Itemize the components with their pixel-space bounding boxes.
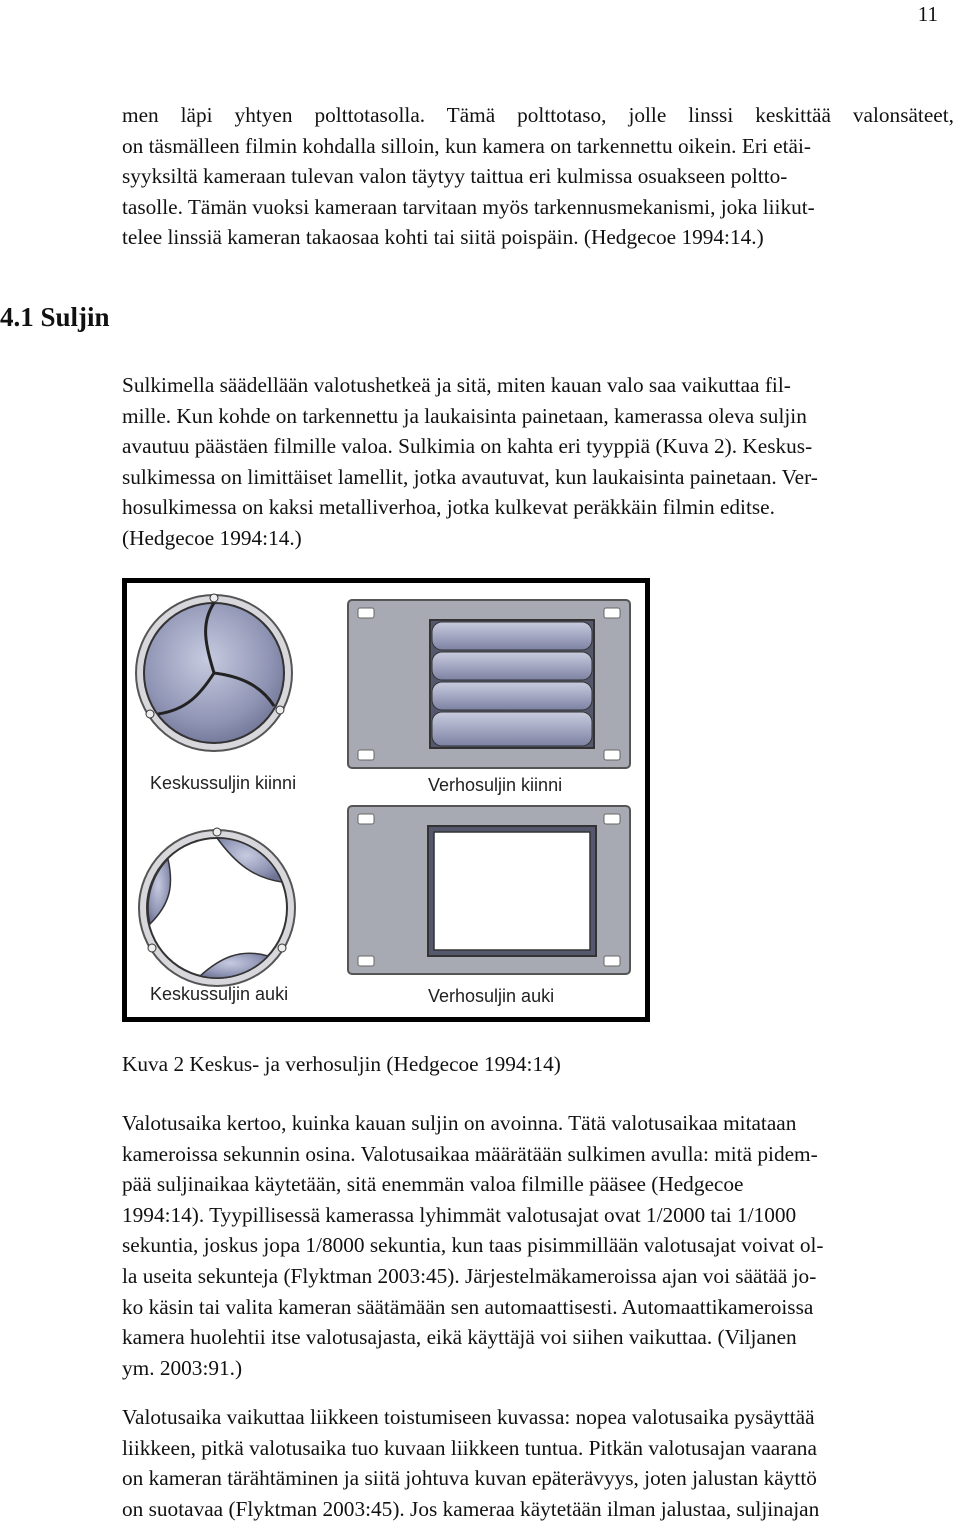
text-line: hosulkimessa on kaksi metalliverhoa, jotka kulkevat peräkkäin filmin editse.: [122, 495, 775, 520]
motion-paragraph: [122, 1402, 954, 1524]
text-line: (Hedgecoe 1994:14.): [122, 525, 302, 550]
text-line: on suotavaa (Flyktman 2003:45). Jos kameraa käytetään ilman jalustaa, suljinajan: [122, 1496, 820, 1521]
text-line: la useita sekunteja (Flyktman 2003:45). Järjestelmäkameroissa ajan voi säätää jo-: [122, 1263, 817, 1288]
exposure-paragraph: [122, 1108, 954, 1383]
text-line: syyksiltä kameraan tulevan valon täytyy taittua eri kulmissa osuakseen poltto-: [122, 164, 788, 189]
curtain-shutter-open-icon: [348, 806, 630, 974]
text-line: mille. Kun kohde on tarkennettu ja laukaisinta painetaan, kamerassa oleva suljin: [122, 403, 807, 428]
label-leaf-open: Keskussuljin auki: [150, 984, 289, 1004]
text-line: Valotusaika vaikuttaa liikkeen toistumiseen kuvassa: nopea valotusaika pysäyttää: [122, 1405, 815, 1429]
text-line: 1994:14). Tyypillisessä kamerassa lyhimmät valotusajat ovat 1/2000 tai 1/1000: [122, 1202, 797, 1227]
shutter-figure: [122, 578, 650, 1022]
text-line: Sulkimella säädellään valotushetkeä ja sitä, miten kauan valo saa vaikuttaa fil-: [122, 373, 791, 397]
text-line: kameroissa sekunnin osina. Valotusaikaa määrätään sulkimen avulla: mitä pidem-: [122, 1141, 818, 1166]
text-line: ym. 2003:91.): [122, 1355, 243, 1380]
curtain-shutter-closed-icon: [348, 600, 630, 768]
shutter-paragraph: [122, 370, 954, 554]
leaf-shutter-open-icon: [139, 828, 295, 986]
text-line: on kameran tärähtäminen ja siitä johtuva kuvan epäterävyys, joten jalustan käyttö: [122, 1466, 817, 1491]
text-line: kamera huolehtii itse valotusajasta, eikä käyttäjä voi siihen vaikuttaa. (Viljanen: [122, 1325, 797, 1350]
text-line: liikkeen, pitkä valotusaika tuo kuvaan liikkeen tuntua. Pitkän valotusajan vaarana: [122, 1435, 817, 1460]
leaf-shutter-closed-icon: [136, 594, 292, 751]
label-curtain-open: Verhosuljin auki: [428, 986, 555, 1006]
page-number: 11: [917, 2, 938, 26]
text-line: men läpi yhtyen polttotasolla. Tämä polttotaso, jolle linssi keskittää valonsäteet,: [122, 103, 954, 127]
text-line: on täsmälleen filmin kohdalla silloin, kun kamera on tarkennettu oikein. Eri etäi-: [122, 133, 811, 158]
text-line: avautuu päästäen filmille valoa. Sulkimia on kahta eri tyyppiä (Kuva 2). Keskus-: [122, 434, 813, 459]
text-line: sulkimessa on limittäiset lamellit, jotka avautuvat, kun laukaisinta painetaan. Ver-: [122, 464, 818, 489]
label-curtain-closed: Verhosuljin kiinni: [428, 775, 563, 795]
text-line: sekuntia, joskus jopa 1/8000 sekuntia, kun taas pisimmillään valotusajat voivat ol-: [122, 1233, 824, 1258]
section-heading: 4.1 Suljin: [0, 302, 110, 332]
text-line: tasolle. Tämän vuoksi kameraan tarvitaan myös tarkennusmekanismi, joka liikut-: [122, 194, 815, 219]
shutter-illustration: [122, 578, 650, 1022]
text-line: pää suljinaikaa käytetään, sitä enemmän valoa filmille pääsee (Hedgecoe: [122, 1172, 744, 1197]
intro-paragraph: [122, 100, 954, 253]
text-line: ko käsin tai valita kameran säätämään sen automaattisesti. Automaattikameroissa: [122, 1294, 814, 1319]
label-leaf-closed: Keskussuljin kiinni: [150, 773, 297, 793]
text-line: telee linssiä kameran takaosaa kohti tai siitä poispäin. (Hedgecoe 1994:14.): [122, 225, 764, 250]
text-line: Valotusaika kertoo, kuinka kauan suljin on avoinna. Tätä valotusaikaa mitataan: [122, 1111, 797, 1135]
figure-caption: Kuva 2 Keskus- ja verhosuljin (Hedgecoe 1994:14): [122, 1052, 561, 1076]
